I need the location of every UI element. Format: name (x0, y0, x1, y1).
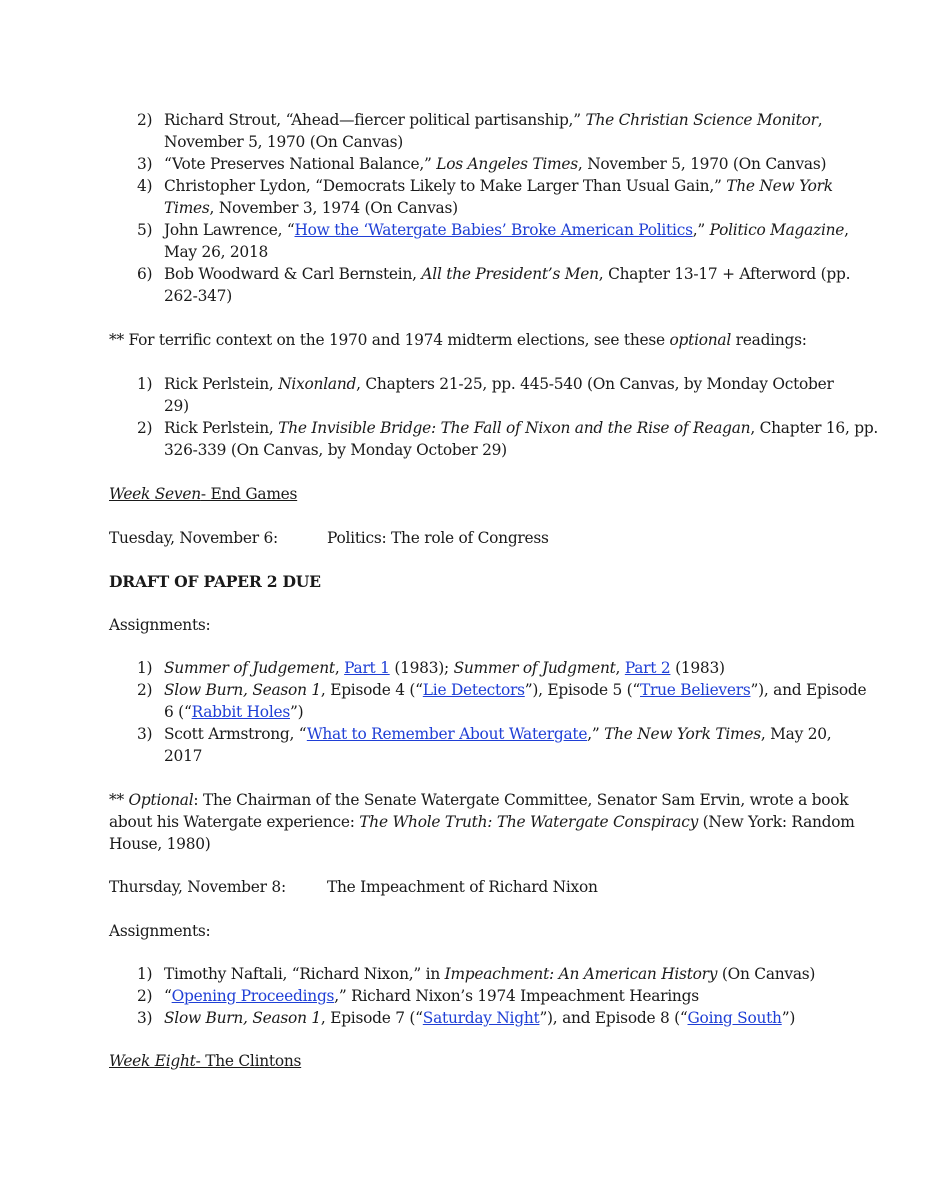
citation-tail: , November 3, 1974 (On Canvas) (209, 199, 458, 217)
week-title: - End Games (200, 485, 298, 503)
citation-tail: , November 5, 1970 (On Canvas) (577, 155, 827, 173)
list-item (164, 679, 866, 701)
list-item-continuation: 29) (164, 397, 189, 415)
list-item (164, 175, 833, 197)
note-text: about his Watergate experience: (109, 813, 360, 831)
citation-title: “Vote Preserves National Balance,” (164, 155, 437, 173)
assignments-label: Assignments: (109, 922, 211, 940)
citation-author: Rick Perlstein, (164, 375, 279, 393)
list-item-continuation: November 5, 1970 (On Canvas) (164, 133, 404, 151)
list-item-continuation (164, 197, 458, 219)
lie-detectors-link[interactable]: Lie Detectors (422, 681, 525, 699)
list-item (164, 723, 831, 745)
rabbit-holes-link[interactable]: Rabbit Holes (191, 703, 290, 721)
citation-rest: , Chapters 21-25, pp. 445-540 (On Canvas, by Monday October (356, 375, 834, 393)
week-seven-heading (109, 483, 297, 505)
punct: ,” (587, 725, 605, 743)
citation-book: The Invisible Bridge: The Fall of Nixon and the Rise of Reagan (278, 419, 751, 437)
citation-author: Timothy Naftali, “Richard Nixon,” in (164, 965, 445, 983)
note-text: ** For terrific context on the 1970 and 1974 midterm elections, see these (109, 331, 670, 349)
draft-due-heading: DRAFT OF PAPER 2 DUE (109, 572, 321, 591)
citation-tail: ,” Richard Nixon’s 1974 Impeachment Hearings (334, 987, 699, 1005)
citation-author: Rick Perlstein, (164, 419, 279, 437)
note-text: readings: (731, 331, 807, 349)
citation-publication: The New York (726, 177, 833, 195)
week-label (109, 485, 297, 503)
list-number: 2) (137, 111, 153, 129)
optional-readings-note (109, 329, 807, 351)
list-number: 2) (137, 419, 153, 437)
list-number: 6) (137, 265, 153, 283)
list-item (164, 263, 850, 285)
list-number: 1) (137, 659, 153, 677)
citation-author: John Lawrence, “ (164, 221, 295, 239)
podcast-title: Slow Burn (164, 1009, 244, 1027)
list-item-continuation: 262-347) (164, 287, 232, 305)
list-item-continuation (164, 701, 303, 723)
note-text: (New York: Random (698, 813, 855, 831)
list-item (164, 373, 834, 395)
episode-text: ”), Episode 5 (“ (524, 681, 641, 699)
list-item-continuation: 2017 (164, 747, 203, 765)
list-number: 4) (137, 177, 153, 195)
citation-tail: (On Canvas) (717, 965, 816, 983)
opening-proceedings-link[interactable]: Opening Proceedings (171, 987, 335, 1005)
podcast-season: , Season 1 (243, 681, 321, 699)
citation-book: Impeachment: An American History (444, 965, 718, 983)
true-believers-link[interactable]: True Believers (640, 681, 751, 699)
year: (1983); (389, 659, 454, 677)
citation-title: “Ahead—fiercer political partisanship,” (285, 111, 586, 129)
list-item (164, 417, 878, 439)
week-label-text: Week Eight (109, 1052, 196, 1070)
week-label (109, 1052, 301, 1070)
list-item (164, 1007, 795, 1029)
citation-author: Bob Woodward & Carl Bernstein, (164, 265, 422, 283)
what-to-remember-link[interactable]: What to Remember About Watergate (306, 725, 588, 743)
punct: ”) (781, 1009, 796, 1027)
session-topic: Politics: The role of Congress (327, 529, 549, 547)
film-title: Summer of Judgment (453, 659, 616, 677)
list-number: 1) (137, 375, 153, 393)
going-south-link[interactable]: Going South (687, 1009, 782, 1027)
note-text: : The Chairman of the Senate Watergate Committee, Senator Sam Ervin, wrote a book (193, 791, 849, 809)
citation-book: Nixonland (278, 375, 357, 393)
episode-text: 6 (“ (164, 703, 192, 721)
part-1-link[interactable]: Part 1 (344, 659, 390, 677)
citation-publication: Politico Magazine (709, 221, 845, 239)
citation-author: Christopher Lydon, “Democrats Likely to Make Larger Than Usual Gain,” (164, 177, 727, 195)
saturday-night-link[interactable]: Saturday Night (422, 1009, 540, 1027)
assignments-label: Assignments: (109, 616, 211, 634)
citation-book: All the President’s Men (421, 265, 599, 283)
punct: ”) (290, 703, 304, 721)
list-number: 2) (137, 681, 153, 699)
podcast-title: Slow Burn (164, 681, 244, 699)
list-item (164, 963, 815, 985)
list-item-continuation: 326-339 (On Canvas, by Monday October 29) (164, 441, 507, 459)
citation-publication: Los Angeles Times (436, 155, 578, 173)
list-number: 3) (137, 1009, 153, 1027)
list-item (164, 109, 822, 131)
citation-publication: The Christian Science Monitor (585, 111, 818, 129)
punct: , (334, 659, 345, 677)
podcast-season: , Season 1 (243, 1009, 321, 1027)
list-number: 3) (137, 725, 153, 743)
citation-punct: ,” (692, 221, 710, 239)
citation-author: Scott Armstrong, “ (164, 725, 307, 743)
session-date: Tuesday, November 6: (109, 529, 278, 547)
list-number: 1) (137, 965, 153, 983)
film-title: Summer of Judgement (164, 659, 335, 677)
part-2-link[interactable]: Part 2 (624, 659, 671, 677)
punct: “ (164, 987, 172, 1005)
session-date: Thursday, November 8: (109, 878, 286, 896)
list-number: 3) (137, 155, 153, 173)
citation-rest: , Chapter 16, pp. (750, 419, 879, 437)
note-text: ** (109, 791, 129, 809)
optional-note-line2 (109, 811, 855, 833)
citation-rest: , Chapter 13-17 + Afterword (pp. (598, 265, 851, 283)
punct: , (615, 659, 625, 677)
list-item (164, 153, 826, 175)
episode-text: , Episode 4 (“ (320, 681, 423, 699)
list-item (164, 219, 849, 241)
week-title: - The Clintons (195, 1052, 302, 1070)
year: (1983) (670, 659, 725, 677)
episode-text: , Episode 7 (“ (320, 1009, 423, 1027)
week-eight-heading (109, 1050, 301, 1072)
citation-publication: The New York Times (604, 725, 761, 743)
episode-text: ”), and Episode (750, 681, 867, 699)
session-topic: The Impeachment of Richard Nixon (327, 878, 598, 896)
list-item (164, 985, 699, 1007)
episode-text: ”), and Episode 8 (“ (539, 1009, 688, 1027)
list-number: 2) (137, 987, 153, 1005)
week-label-text: Week Seven (109, 485, 201, 503)
list-item (164, 657, 725, 679)
citation-separator: , (844, 221, 849, 239)
citation-separator: , (817, 111, 823, 129)
note-emphasis: Optional (128, 791, 194, 809)
citation-rest: , May 20, (760, 725, 832, 743)
list-number: 5) (137, 221, 153, 239)
citation-author: Richard Strout, (164, 111, 286, 129)
list-item-continuation: May 26, 2018 (164, 243, 269, 261)
optional-note (109, 789, 848, 811)
note-emphasis: optional (669, 331, 732, 349)
optional-note-line3: House, 1980) (109, 835, 211, 853)
citation-publication: Times (164, 199, 210, 217)
note-book: The Whole Truth: The Watergate Conspiracy (359, 813, 699, 831)
watergate-babies-link[interactable]: How the ‘Watergate Babies’ Broke American Politics (294, 221, 693, 239)
